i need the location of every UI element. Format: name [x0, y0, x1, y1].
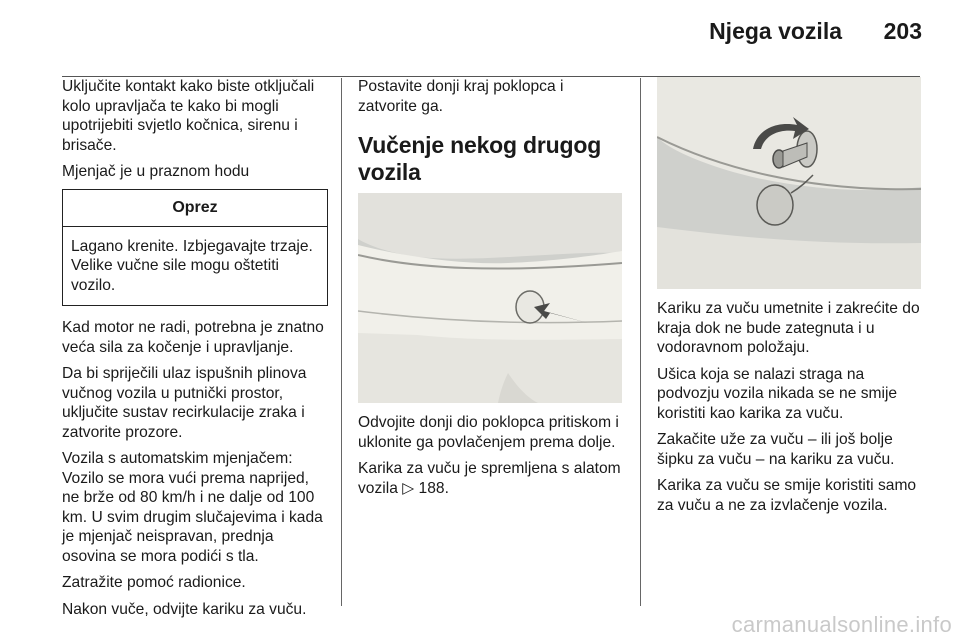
paragraph: Ušica koja se nalazi straga na podvozju vozila nikada se ne smije koristiti kao karika za vuču.	[657, 365, 898, 422]
paragraph: Postavite donji kraj poklopca i zatvorite ga.	[358, 78, 564, 115]
paragraph: Mjenjač je u praznom hodu	[62, 163, 250, 180]
triangle-right-icon[interactable]: ▷	[402, 479, 415, 497]
paragraph: Zakačite uže za vuču – ili još bolje šipku za vuču – na kariku za vuču.	[657, 431, 895, 468]
column-divider-2	[640, 78, 641, 606]
caution-title: Oprez	[63, 190, 327, 227]
page-header	[0, 0, 960, 78]
paragraph: Karika za vuču se smije koristiti samo za vuču a ne za izvlačenje vozila.	[657, 477, 917, 514]
paragraph: Kad motor ne radi, potrebna je znatno veća sila za kočenje i upravljanje.	[62, 319, 324, 356]
paragraph: Zatražite pomoć radionice.	[62, 574, 246, 591]
caution-box	[62, 189, 328, 307]
column-divider-1	[341, 78, 342, 606]
column-right	[657, 299, 923, 522]
paragraph: Kariku za vuču umetnite i zakrećite do kraja dok ne bude zategnuta i u vodoravnom položaju.	[657, 300, 920, 356]
watermark: carmanualsonline.info	[731, 612, 952, 637]
column-middle-lower	[358, 413, 624, 505]
caution-text: Lagano krenite. Izbjegavajte trzaje. Velike vučne sile mogu oštetiti vozilo.	[71, 237, 313, 294]
paragraph: Odvojite donji dio poklopca pritiskom i uklonite ga povlačenjem prema dolje.	[358, 414, 619, 451]
paragraph: Nakon vuče, odvijte kariku za vuču.	[62, 600, 307, 618]
section-title: Njega vozila	[709, 18, 842, 44]
paragraph-text: Karika za vuču je spremljena s alatom vozila	[358, 460, 621, 497]
section-heading: Vučenje nekog drugog vozila	[358, 132, 602, 185]
page-reference[interactable]: 188.	[418, 479, 449, 497]
paragraph: Uključite kontakt kako biste otključali kolo upravljača te kako bi mogli upotrijebiti svjetlo kočnica, sirenu i brisače.	[62, 78, 315, 154]
towing-eye-illustration	[657, 77, 921, 289]
paragraph	[358, 459, 624, 498]
column-left	[62, 77, 328, 626]
paragraph: Da bi spriječili ulaz ispušnih plinova vučnog vozila u putnički prostor, uključite sustav recirkulacije zraka i zatvorite prozore.	[62, 365, 307, 441]
paragraph: Vozila s automatskim mjenjačem: Vozilo se mora vući prema naprijed, ne brže od 80 km/h i ne dalje od 100 km. U svim drugim slučajevima i kada je mjenjač neispravan, prednja osovina se mora podići s tla.	[62, 450, 323, 565]
column-middle	[358, 77, 624, 198]
bumper-cover-illustration	[358, 193, 622, 403]
page-number: 203	[883, 18, 922, 44]
